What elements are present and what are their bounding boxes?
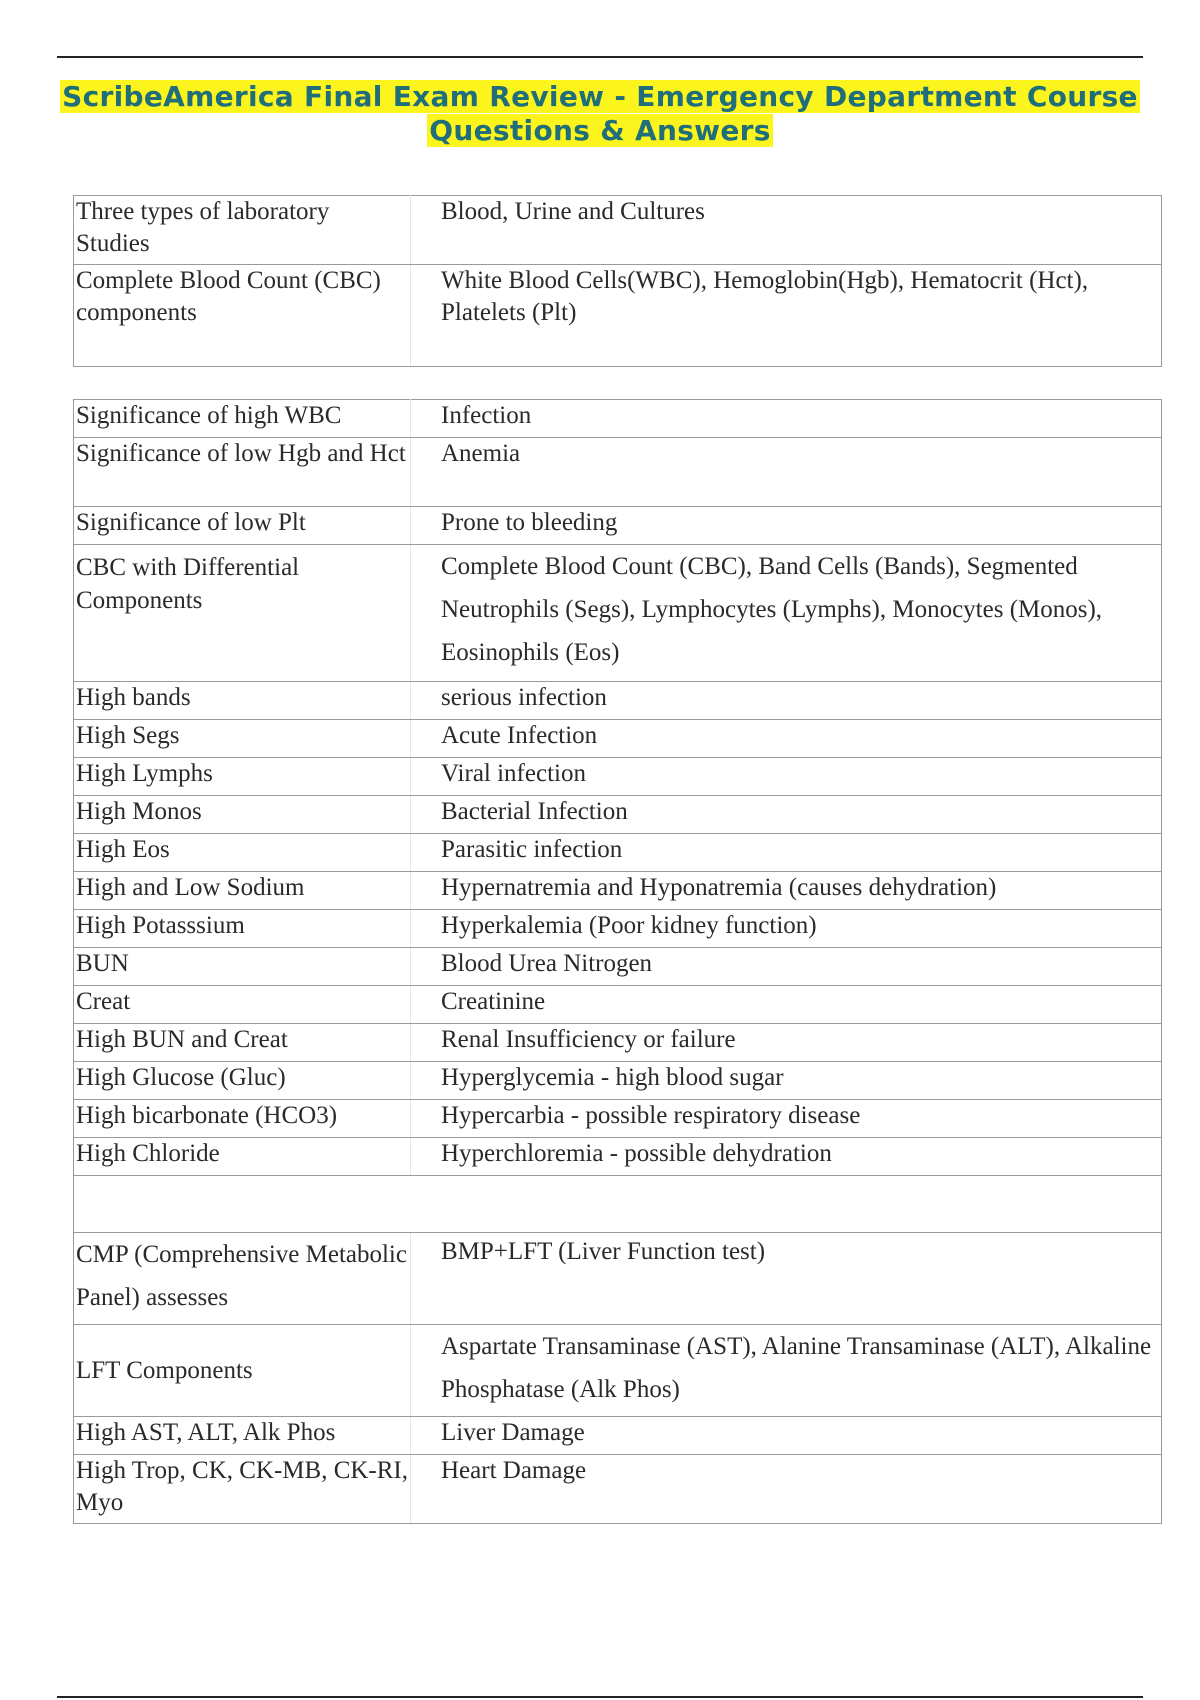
answer-cell: Hyperkalemia (Poor kidney function) xyxy=(411,910,1162,948)
answer-cell: Hyperglycemia - high blood sugar xyxy=(411,1062,1162,1100)
answer-cell: Creatinine xyxy=(411,986,1162,1024)
question-cell: Significance of high WBC xyxy=(74,400,411,438)
question-cell: High Glucose (Gluc) xyxy=(74,1062,411,1100)
table-row xyxy=(74,872,1162,910)
table-row xyxy=(74,1417,1162,1455)
table-row xyxy=(74,910,1162,948)
answer-cell: serious infection xyxy=(411,682,1162,720)
question-cell: Creat xyxy=(74,986,411,1024)
answer-cell: White Blood Cells(WBC), Hemoglobin(Hgb), Hematocrit (Hct), Platelets (Plt) xyxy=(411,265,1162,367)
table-row xyxy=(74,400,1162,438)
answer-cell: Prone to bleeding xyxy=(411,507,1162,545)
table-row xyxy=(74,438,1162,507)
answer-cell: Acute Infection xyxy=(411,720,1162,758)
question-cell: High Lymphs xyxy=(74,758,411,796)
answer-cell: Renal Insufficiency or failure xyxy=(411,1024,1162,1062)
answer-cell: Hyperchloremia - possible dehydration xyxy=(411,1138,1162,1176)
answer-cell: Aspartate Transaminase (AST), Alanine Transaminase (ALT), Alkaline Phosphatase (Alk Phos) xyxy=(411,1325,1162,1417)
question-cell: Significance of low Plt xyxy=(74,507,411,545)
question-cell: High Segs xyxy=(74,720,411,758)
answer-cell: Hypernatremia and Hyponatremia (causes dehydration) xyxy=(411,872,1162,910)
table-row xyxy=(74,720,1162,758)
question-cell: High Eos xyxy=(74,834,411,872)
table-row xyxy=(74,196,1162,265)
bottom-rule xyxy=(57,1696,1143,1698)
answer-cell: Blood, Urine and Cultures xyxy=(411,196,1162,265)
table-row xyxy=(74,1138,1162,1176)
table-row xyxy=(74,1233,1162,1325)
answer-cell: Complete Blood Count (CBC), Band Cells (Bands), Segmented Neutrophils (Segs), Lymphocytes (Lymphs), Monocytes (Monos), Eosinophils (Eos) xyxy=(411,545,1162,682)
question-cell: Complete Blood Count (CBC) components xyxy=(74,265,411,367)
question-cell: High Trop, CK, CK-MB, CK-RI, Myo xyxy=(74,1455,411,1524)
question-cell: High BUN and Creat xyxy=(74,1024,411,1062)
table-row xyxy=(74,1024,1162,1062)
table-row xyxy=(74,796,1162,834)
answer-cell: Liver Damage xyxy=(411,1417,1162,1455)
answer-cell: Hypercarbia - possible respiratory disease xyxy=(411,1100,1162,1138)
table-row xyxy=(74,265,1162,367)
table-row xyxy=(74,545,1162,682)
question-cell: High and Low Sodium xyxy=(74,872,411,910)
table-row xyxy=(74,682,1162,720)
top-rule xyxy=(57,56,1143,58)
answer-cell: Blood Urea Nitrogen xyxy=(411,948,1162,986)
answer-cell: Anemia xyxy=(411,438,1162,507)
question-cell: High Chloride xyxy=(74,1138,411,1176)
table-row xyxy=(74,1455,1162,1524)
title-line-1: ScribeAmerica Final Exam Review - Emergency Department Course xyxy=(62,80,1138,113)
question-cell: High Monos xyxy=(74,796,411,834)
table-row xyxy=(74,986,1162,1024)
table-row xyxy=(74,1062,1162,1100)
question-cell: High AST, ALT, Alk Phos xyxy=(74,1417,411,1455)
question-cell: CMP (Comprehensive Metabolic Panel) assesses xyxy=(74,1233,411,1325)
qa-table-2 xyxy=(73,399,1162,1524)
spacer-row xyxy=(74,1176,1162,1233)
title-line-2: Questions & Answers xyxy=(429,114,771,147)
table-row xyxy=(74,507,1162,545)
answer-cell: Parasitic infection xyxy=(411,834,1162,872)
answer-cell: Viral infection xyxy=(411,758,1162,796)
answer-cell: Heart Damage xyxy=(411,1455,1162,1524)
page-title xyxy=(60,80,1140,148)
answer-cell: Bacterial Infection xyxy=(411,796,1162,834)
question-cell: High Potasssium xyxy=(74,910,411,948)
table-row xyxy=(74,1100,1162,1138)
answer-cell: Infection xyxy=(411,400,1162,438)
answer-cell: BMP+LFT (Liver Function test) xyxy=(411,1233,1162,1325)
table-row xyxy=(74,758,1162,796)
empty-cell xyxy=(74,1176,1162,1233)
question-cell: BUN xyxy=(74,948,411,986)
table-row xyxy=(74,1325,1162,1417)
question-cell: CBC with Differential Components xyxy=(74,545,411,682)
table-row xyxy=(74,834,1162,872)
question-cell: High bands xyxy=(74,682,411,720)
question-cell: Three types of laboratory Studies xyxy=(74,196,411,265)
question-cell: Significance of low Hgb and Hct xyxy=(74,438,411,507)
question-cell: High bicarbonate (HCO3) xyxy=(74,1100,411,1138)
table-row xyxy=(74,948,1162,986)
qa-table-1 xyxy=(73,195,1162,367)
question-cell: LFT Components xyxy=(74,1325,411,1417)
